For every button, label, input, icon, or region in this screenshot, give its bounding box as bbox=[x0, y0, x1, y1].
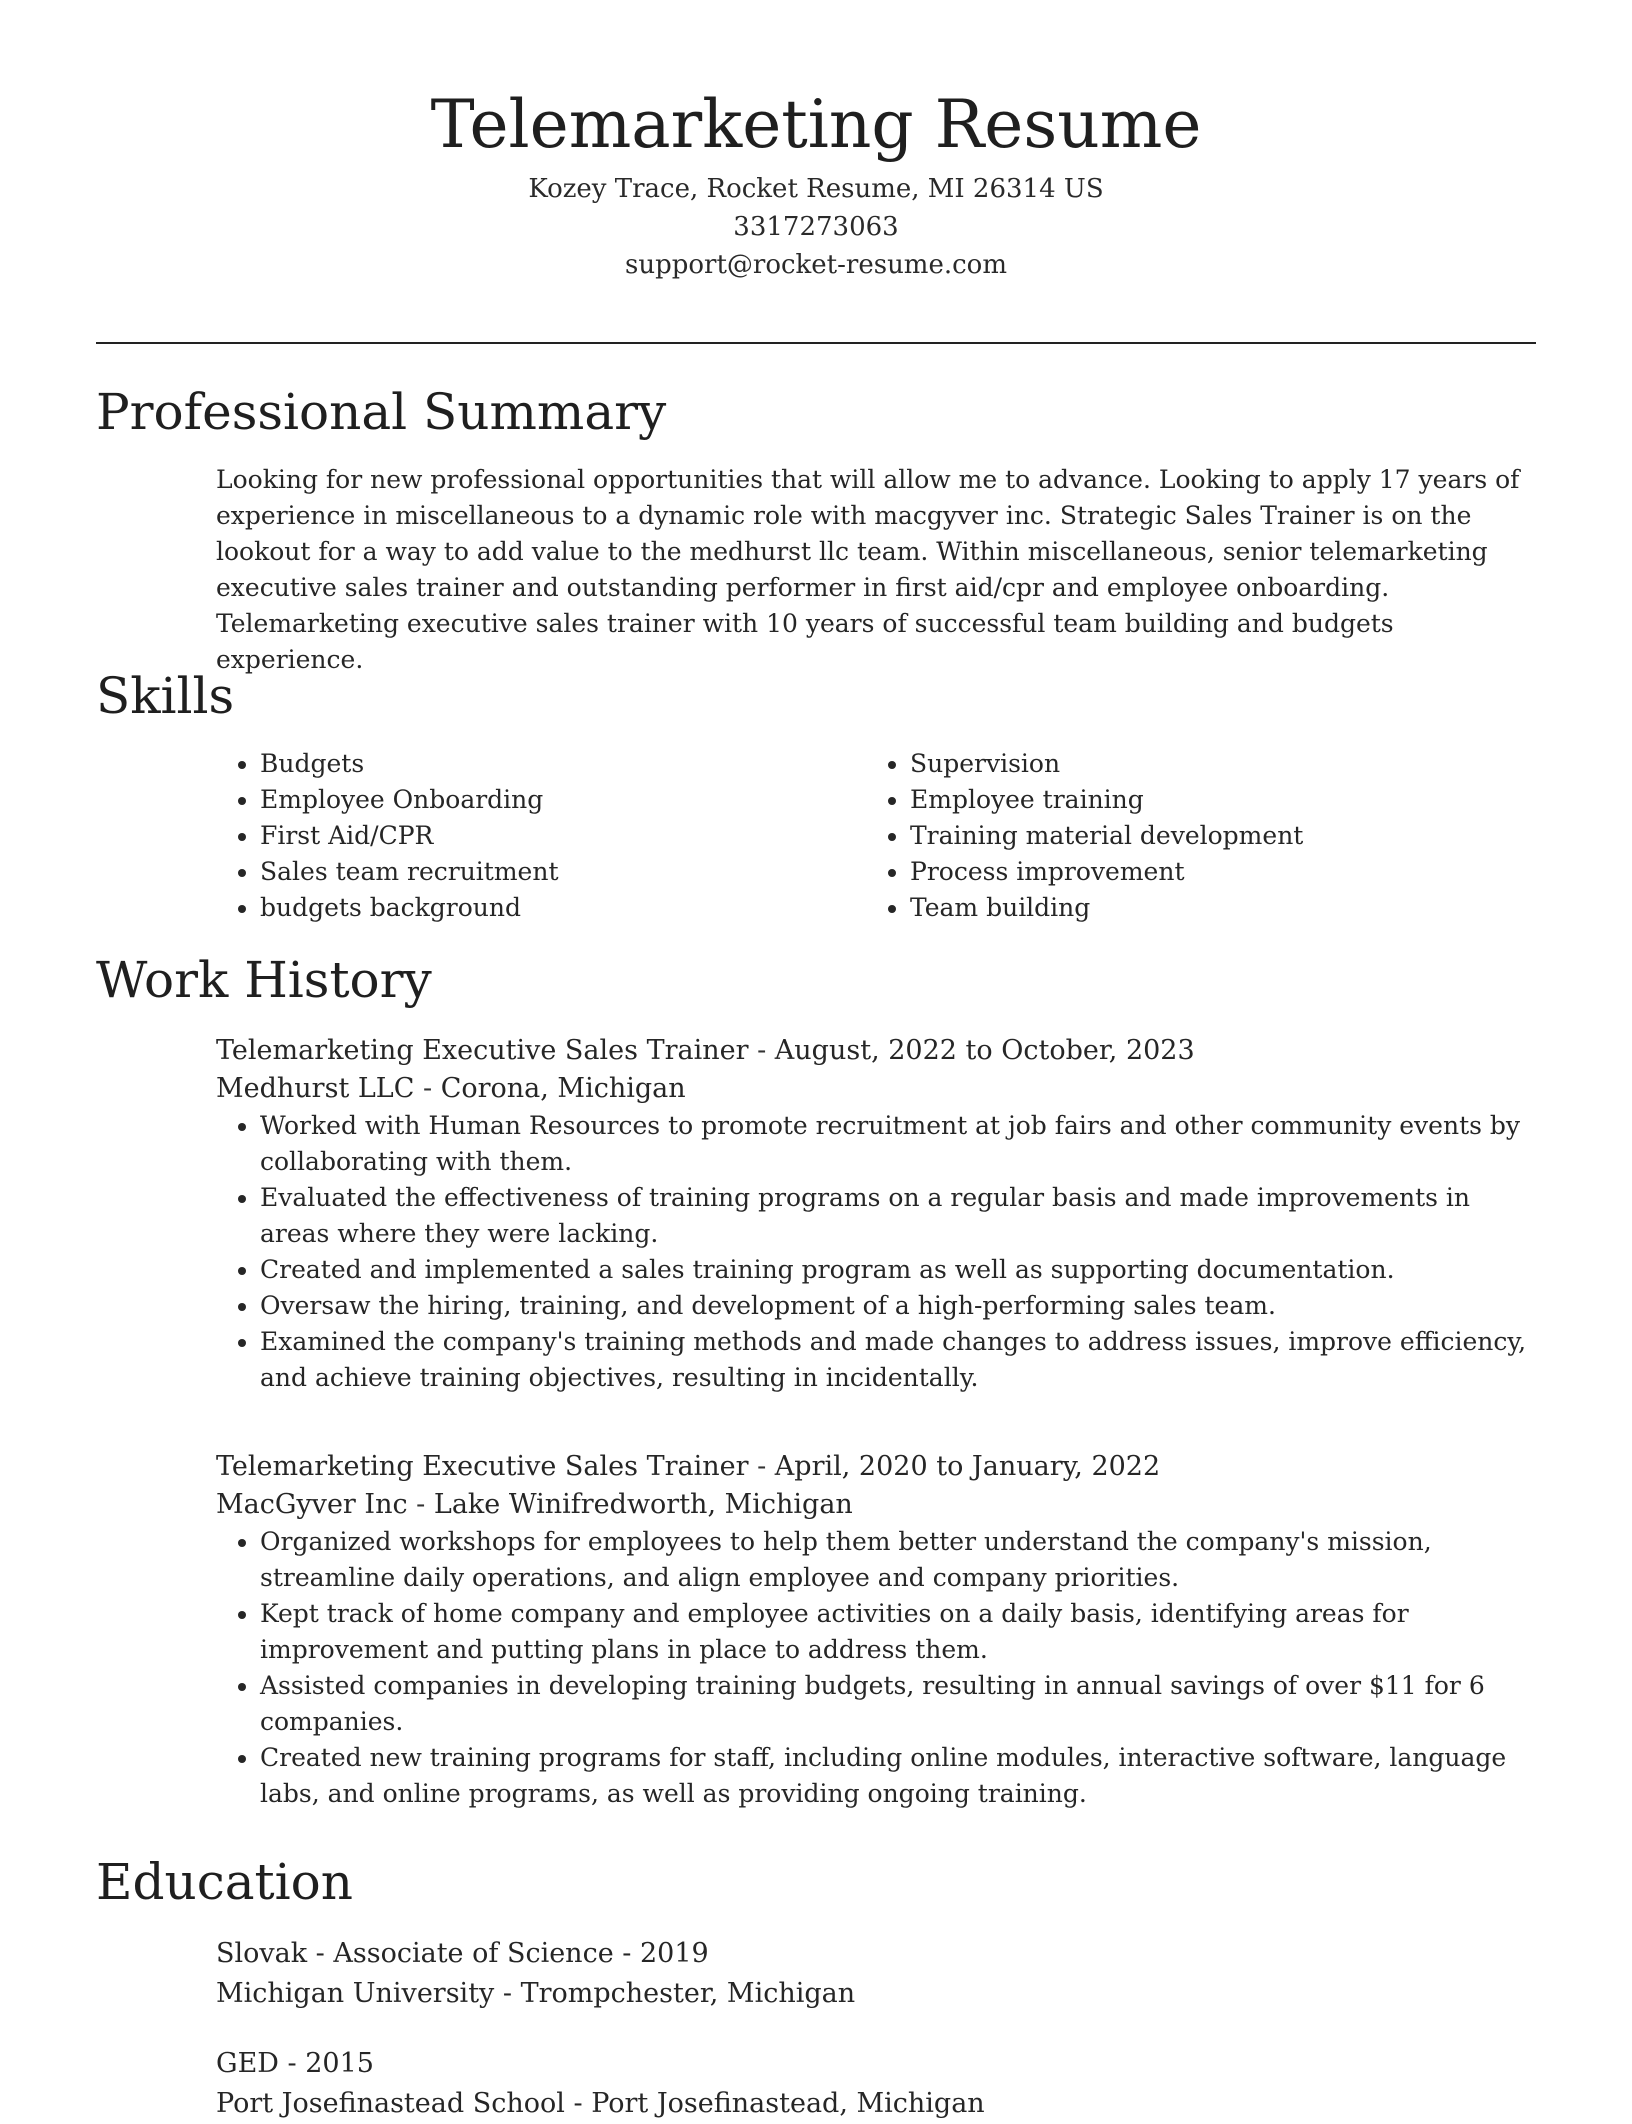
section-title-education: Education bbox=[96, 1853, 353, 1911]
job-bullet: • Worked with Human Resources to promote recruitment at job fairs and other community events by collaborating with them. bbox=[260, 1108, 1536, 1180]
skills-list bbox=[216, 746, 1536, 926]
skill-item: • Sales team recruitment bbox=[260, 854, 866, 890]
skills-column-left bbox=[216, 746, 866, 926]
education-entry bbox=[216, 1934, 1536, 2014]
section-title-skills: Skills bbox=[96, 667, 235, 725]
job-title-line bbox=[216, 1448, 1536, 1486]
resume-title: Telemarketing Resume bbox=[430, 86, 1202, 163]
job-bullet: • Created and implemented a sales training program as well as supporting documentation. bbox=[260, 1252, 1536, 1288]
job-company-line bbox=[216, 1486, 1536, 1524]
job-entry bbox=[216, 1032, 1536, 1396]
job-company: Medhurst LLC bbox=[216, 1073, 415, 1104]
education-location: Trompchester, Michigan bbox=[520, 1978, 856, 2009]
contact-email: support@rocket-resume.com bbox=[624, 250, 1007, 280]
separator: - bbox=[414, 1073, 441, 1104]
job-dates: April, 2020 to January, 2022 bbox=[774, 1451, 1161, 1482]
job-location: Lake Winifredworth, Michigan bbox=[433, 1489, 853, 1520]
job-bullet: • Kept track of home company and employee activities on a daily basis, identifying areas for improvement and putting plans in place to address them. bbox=[260, 1596, 1536, 1668]
contact-phone: 3317273063 bbox=[733, 212, 899, 242]
job-dates: August, 2022 to October, 2023 bbox=[774, 1035, 1195, 1066]
job-entry bbox=[216, 1448, 1536, 1812]
education-school-line bbox=[216, 2084, 1536, 2124]
skill-item: • budgets background bbox=[260, 890, 866, 926]
separator: - bbox=[564, 2088, 592, 2119]
job-bullets bbox=[216, 1524, 1536, 1812]
resume-header bbox=[96, 80, 1536, 284]
skill-item: • Team building bbox=[910, 890, 1516, 926]
job-bullet: • Assisted companies in developing training budgets, resulting in annual savings of over $11 for 6 companies. bbox=[260, 1668, 1536, 1740]
job-bullet: • Evaluated the effectiveness of training programs on a regular basis and made improvements in areas where they were lacking. bbox=[260, 1180, 1536, 1252]
education-school: Port Josefinastead School bbox=[216, 2088, 565, 2119]
skill-item: • Employee Onboarding bbox=[260, 782, 866, 818]
job-title: Telemarketing Executive Sales Trainer bbox=[216, 1035, 749, 1066]
section-title-summary: Professional Summary bbox=[96, 383, 667, 441]
skills-column-right bbox=[866, 746, 1516, 926]
job-company-line bbox=[216, 1070, 1536, 1108]
header-divider bbox=[96, 342, 1536, 344]
job-location: Corona, Michigan bbox=[440, 1073, 686, 1104]
skill-item: • Supervision bbox=[910, 746, 1516, 782]
education-school-line bbox=[216, 1974, 1536, 2014]
skill-item: • Budgets bbox=[260, 746, 866, 782]
skill-item: • Training material development bbox=[910, 818, 1516, 854]
job-bullet: • Oversaw the hiring, training, and development of a high-performing sales team. bbox=[260, 1288, 1536, 1324]
contact-block bbox=[96, 170, 1536, 284]
skill-item: • Process improvement bbox=[910, 854, 1516, 890]
education-entry bbox=[216, 2044, 1536, 2124]
job-title-line bbox=[216, 1032, 1536, 1070]
contact-address: Kozey Trace, Rocket Resume, MI 26314 US bbox=[528, 174, 1104, 204]
job-bullet: • Examined the company's training methods and made changes to address issues, improve efficiency, and achieve training objectives, resulting in incidentally. bbox=[260, 1324, 1536, 1396]
education-degree-line: Slovak - Associate of Science - 2019 bbox=[216, 1938, 709, 1969]
education-school: Michigan University bbox=[216, 1978, 495, 2009]
education-location: Port Josefinastead, Michigan bbox=[591, 2088, 985, 2119]
job-bullet: • Organized workshops for employees to help them better understand the company's mission, streamline daily operations, and align employee and company priorities. bbox=[260, 1524, 1536, 1596]
skill-item: • Employee training bbox=[910, 782, 1516, 818]
section-title-work-history: Work History bbox=[96, 951, 432, 1009]
job-bullet: • Created new training programs for staff, including online modules, interactive software, language labs, and online programs, as well as providing ongoing training. bbox=[260, 1740, 1536, 1812]
summary-text: Looking for new professional opportunities that will allow me to advance. Looking to apply 17 years of experience in miscellaneous to a dynamic role with macgyver inc. Strategic Sales Trainer is on the lookout for a way to add value to the medhurst llc team. Within miscellaneous, senior telemarketing executive sales trainer and outstanding performer in first aid/cpr and employee onboarding. Telemarketing executive sales trainer with 10 years of successful team building and budgets experience. bbox=[216, 465, 1520, 674]
separator: - bbox=[748, 1451, 775, 1482]
job-bullets bbox=[216, 1108, 1536, 1396]
job-company: MacGyver Inc bbox=[216, 1489, 408, 1520]
separator: - bbox=[748, 1035, 775, 1066]
education-degree-line: GED - 2015 bbox=[216, 2048, 374, 2079]
separator: - bbox=[494, 1978, 521, 2009]
skill-item: • First Aid/CPR bbox=[260, 818, 866, 854]
separator: - bbox=[407, 1489, 434, 1520]
job-title: Telemarketing Executive Sales Trainer bbox=[216, 1451, 749, 1482]
